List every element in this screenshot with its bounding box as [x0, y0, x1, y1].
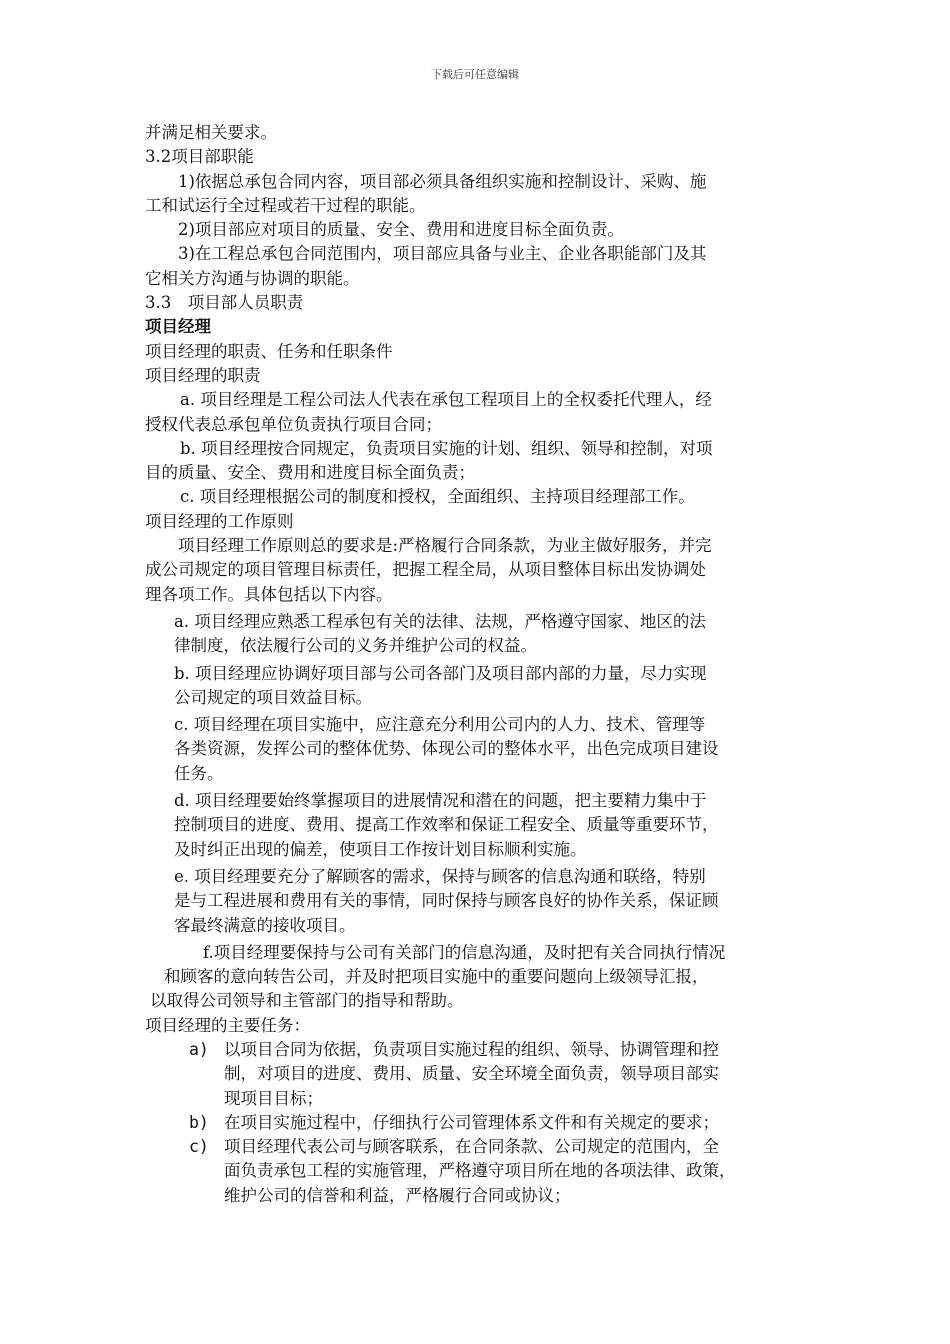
list-item-line: 公司规定的项目效益目标。 [174, 687, 372, 707]
list-marker: c) [189, 1137, 209, 1157]
list-item-line: 任务。 [174, 763, 224, 783]
list-item-line: 以取得公司领导和主管部门的指导和帮助。 [150, 991, 464, 1011]
list-item-line: c. 项目经理在项目实施中，应注意充分利用公司内的人力、技术、管理等 [174, 715, 706, 735]
list-item-line: 授权代表总承包单位负责执行项目合同； [145, 414, 442, 434]
list-item-line: c. 项目经理根据公司的制度和授权，全面组织、主持项目经理部工作。 [180, 487, 695, 507]
list-marker: a) [189, 1039, 209, 1059]
section-heading-3-3: 3.3 项目部人员职责 [145, 293, 304, 313]
list-item-line: 控制项目的进度、费用、提高工作效率和保证工程安全、质量等重要环节， [174, 815, 719, 835]
list-item-line: 项目经理代表公司与顾客联系，在合同条款、公司规定的范围内，全 [224, 1137, 719, 1157]
list-item-line: 是与工程进展和费用有关的事情，同时保持与顾客良好的协作关系，保证顾 [174, 891, 719, 911]
subheading: 项目经理的职责、任务和任职条件 [145, 341, 393, 361]
task-item-c [145, 1135, 810, 1208]
paragraph-line: 项目经理工作原则总的要求是:严格履行合同条款，为业主做好服务，并完 [178, 536, 712, 556]
list-item-line: 现项目目标； [224, 1088, 323, 1108]
list-item-line: 律制度，依法履行公司的义务并维护公司的权益。 [174, 636, 537, 656]
document-body [145, 121, 810, 1208]
list-item-line: 以项目合同为依据，负责项目实施过程的组织、领导、协调管理和控 [224, 1039, 719, 1059]
paragraph-line: 它相关方沟通与协调的职能。 [145, 268, 360, 288]
list-marker: b) [189, 1112, 209, 1132]
subheading-project-manager: 项目经理 [145, 317, 211, 337]
list-item-line: b. 项目经理按合同规定，负责项目实施的计划、组织、领导和控制，对项 [180, 438, 713, 458]
list-item-line: 各类资源，发挥公司的整体优势、体现公司的整体水平，出色完成项目建设 [174, 739, 719, 759]
task-item-b [145, 1111, 810, 1135]
list-item-line: 面负责承包工程的实施管理，严格遵守项目所在地的各项法律、政策， [224, 1161, 736, 1181]
subheading: 项目经理的职责 [145, 365, 261, 385]
list-item-line: a. 项目经理是工程公司法人代表在承包工程项目上的全权委托代理人，经 [180, 390, 712, 410]
paragraph-line: 成公司规定的项目管理目标责任，把握工程全局，从项目整体目标出发协调处 [145, 560, 706, 580]
paragraph-line: 理各项工作。具体包括以下内容。 [145, 584, 393, 604]
subheading: 项目经理的工作原则 [145, 511, 294, 531]
list-item-line: b. 项目经理应协调好项目部与公司各部门及项目部内部的力量，尽力实现 [174, 663, 707, 683]
paragraph-line: 工和试运行全过程或若干过程的职能。 [145, 195, 426, 215]
paragraph-line: 3)在工程总承包合同范围内，项目部应具备与业主、企业各职能部门及其 [178, 244, 707, 264]
list-item-line: e. 项目经理要充分了解顾客的需求，保持与顾客的信息沟通和联络，特别 [174, 866, 706, 886]
page-header: 下载后可任意编辑 [431, 68, 519, 81]
list-item-line: a. 项目经理应熟悉工程承包有关的法律、法规，严格遵守国家、地区的法 [174, 611, 706, 631]
paragraph-line: 1)依据总承包合同内容，项目部必须具备组织实施和控制设计、采购、施 [178, 171, 707, 191]
list-item-line: 制，对项目的进度、费用、质量、安全环境全面负责，领导项目部实 [224, 1064, 719, 1084]
list-item-line: 维护公司的信誉和利益，严格履行合同或协议； [224, 1185, 571, 1205]
section-heading-3-2: 3.2项目部职能 [145, 147, 254, 167]
list-item-line: 客最终满意的接收项目。 [174, 915, 356, 935]
list-item-line: d. 项目经理要始终掌握项目的进展情况和潜在的问题，把主要精力集中于 [174, 791, 707, 811]
paragraph-line: 2)项目部应对项目的质量、安全、费用和进度目标全面负责。 [178, 220, 624, 240]
list-item-line: 及时纠正出现的偏差，使项目工作按计划目标顺利实施。 [174, 839, 587, 859]
list-item-line: f.项目经理要保持与公司有关部门的信息沟通，及时把有关合同执行情况 [203, 942, 726, 962]
list-item-line: 在项目实施过程中，仔细执行公司管理体系文件和有关规定的要求； [224, 1112, 719, 1132]
list-item-line: 和顾客的意向转告公司，并及时把项目实施中的重要问题向上级领导汇报， [164, 967, 709, 987]
task-item-a [145, 1038, 810, 1111]
list-item-line: 目的质量、安全、费用和进度目标全面负责； [145, 463, 475, 483]
subheading: 项目经理的主要任务： [145, 1015, 310, 1035]
paragraph-line: 并满足相关要求。 [145, 123, 277, 142]
